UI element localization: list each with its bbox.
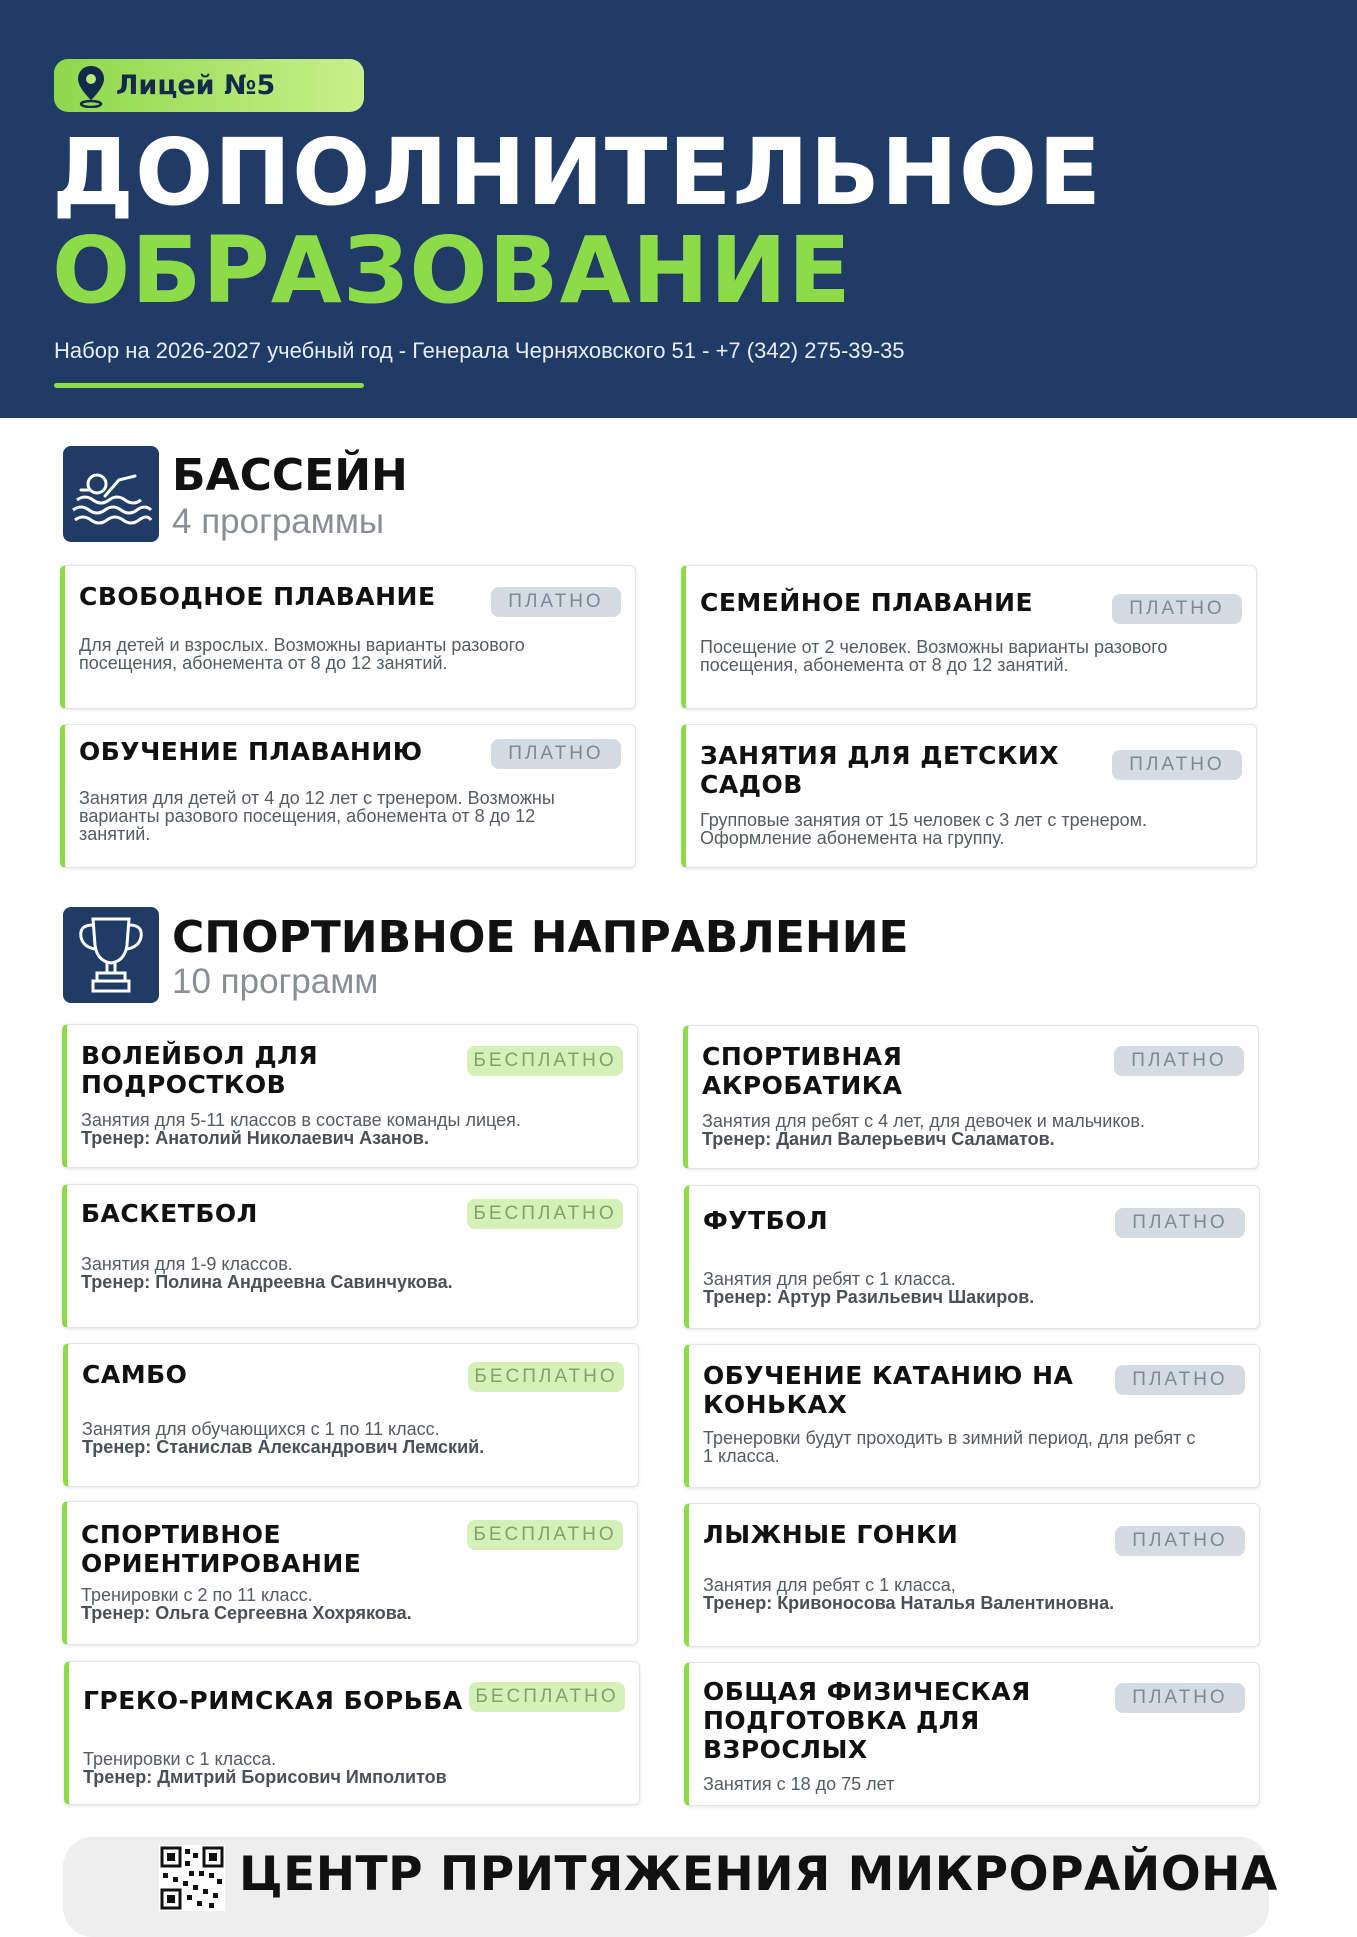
price-badge: ПЛАТНО (1115, 1683, 1245, 1713)
program-description: Занятия для 5-11 классов в составе команды лицея. Тренер: Анатолий Николаевич Азанов. (81, 1110, 521, 1148)
program-title: ЛЫЖНЫЕ ГОНКИ (703, 1520, 959, 1549)
school-name: Лицей №5 (116, 70, 276, 101)
program-card[interactable] (63, 1343, 639, 1487)
program-description: Занятия для ребят с 1 класса, Тренер: Кривоносова Наталья Валентиновна. (703, 1575, 1115, 1613)
program-description: Тренировки с 2 по 11 класс. Тренер: Ольга Сергеевна Хохрякова. (81, 1585, 412, 1623)
price-badge: БЕСПЛАТНО (467, 1046, 623, 1076)
page-title-line2: ОБРАЗОВАНИЕ (52, 217, 852, 324)
header-banner (0, 0, 1357, 418)
program-card[interactable] (684, 1503, 1260, 1647)
program-title: СПОРТИВНАЯ АКРОБАТИКА (702, 1042, 903, 1100)
section-title-pool: БАССЕЙН (172, 450, 408, 501)
program-card[interactable] (62, 1024, 638, 1168)
price-badge: БЕСПЛАТНО (467, 1520, 623, 1550)
price-badge: БЕСПЛАТНО (469, 1682, 625, 1712)
program-title: ОБЩАЯ ФИЗИЧЕСКАЯ ПОДГОТОВКА ДЛЯ ВЗРОСЛЫХ (703, 1677, 1031, 1764)
price-badge: БЕСПЛАТНО (467, 1199, 623, 1229)
header-underline (54, 383, 364, 388)
price-badge: ПЛАТНО (1115, 1208, 1245, 1238)
page-subtitle: Набор на 2026-2027 учебный год - Генерала Черняховского 51 - +7 (342) 275-39-35 (54, 338, 905, 363)
program-title: ФУТБОЛ (703, 1206, 829, 1235)
program-title: БАСКЕТБОЛ (81, 1199, 258, 1228)
program-title: СПОРТИВНОЕ ОРИЕНТИРОВАНИЕ (81, 1520, 362, 1578)
program-card[interactable] (683, 1025, 1259, 1169)
program-description: Занятия для детей от 4 до 12 лет с тренером. Возможны варианты разового посещения, абонемента от 8 до 12 занятий. (79, 788, 555, 844)
program-description: Для детей и взрослых. Возможны варианты разового посещения, абонемента от 8 до 12 занятий. (79, 635, 525, 673)
program-title: ЗАНЯТИЯ ДЛЯ ДЕТСКИХ САДОВ (700, 741, 1060, 799)
program-description: Занятия для ребят с 4 лет, для девочек и мальчиков. Тренер: Данил Валерьевич Саламатов. (702, 1111, 1145, 1149)
school-badge (54, 59, 364, 112)
program-card[interactable] (684, 1344, 1260, 1488)
price-badge: ПЛАТНО (491, 587, 621, 617)
program-card[interactable] (60, 565, 636, 709)
program-card[interactable] (64, 1661, 640, 1805)
program-card[interactable] (681, 724, 1257, 868)
program-title: ГРЕКО-РИМСКАЯ БОРЬБА (83, 1686, 463, 1715)
program-description: Занятия для ребят с 1 класса. Тренер: Артур Разильевич Шакиров. (703, 1269, 1035, 1307)
price-badge: ПЛАТНО (1115, 1526, 1245, 1556)
program-description: Занятия для обучающихся с 1 по 11 класс. Тренер: Станислав Александрович Лемский. (82, 1419, 485, 1457)
section-count-pool: 4 программы (172, 502, 385, 541)
program-title: ОБУЧЕНИЕ ПЛАВАНИЮ (79, 737, 423, 766)
swimmer-icon (63, 446, 159, 542)
footer-title: ЦЕНТР ПРИТЯЖЕНИЯ МИКРОРАЙОНА (239, 1847, 1278, 1902)
program-card[interactable] (681, 565, 1257, 709)
program-card[interactable] (60, 724, 636, 868)
section-title-sports: СПОРТИВНОЕ НАПРАВЛЕНИЕ (172, 912, 909, 963)
price-badge: БЕСПЛАТНО (468, 1362, 624, 1392)
trophy-icon (63, 907, 159, 1003)
price-badge: ПЛАТНО (491, 739, 621, 769)
program-title: ВОЛЕЙБОЛ ДЛЯ ПОДРОСТКОВ (81, 1041, 319, 1099)
price-badge: ПЛАТНО (1112, 594, 1242, 624)
footer-banner (63, 1837, 1278, 1937)
section-count-sports: 10 программ (172, 962, 379, 1001)
program-description: Групповые занятия от 15 человек с 3 лет с тренером. Оформление абонемента на группу. (700, 810, 1147, 848)
program-description: Тренеровки будут проходить в зимний период, для ребят с 1 класса. (703, 1428, 1196, 1466)
program-card[interactable] (62, 1184, 638, 1328)
price-badge: ПЛАТНО (1112, 750, 1242, 780)
page-title-line1: ДОПОЛНИТЕЛЬНОЕ (52, 119, 1102, 226)
program-card[interactable] (62, 1501, 638, 1645)
price-badge: ПЛАТНО (1115, 1365, 1245, 1395)
location-pin-icon (76, 64, 106, 108)
program-description: Занятия для 1-9 классов. Тренер: Полина Андреевна Савинчукова. (81, 1254, 453, 1292)
program-title: САМБО (82, 1360, 188, 1389)
program-description: Посещение от 2 человек. Возможны варианты разового посещения, абонемента от 8 до 12 занятий. (700, 637, 1168, 675)
program-title: ОБУЧЕНИЕ КАТАНИЮ НА КОНЬКАХ (703, 1361, 1074, 1419)
program-description: Занятия с 18 до 75 лет (703, 1774, 895, 1794)
program-card[interactable] (684, 1185, 1260, 1329)
program-title: СЕМЕЙНОЕ ПЛАВАНИЕ (700, 588, 1034, 617)
qr-code-icon[interactable] (159, 1845, 225, 1911)
price-badge: ПЛАТНО (1114, 1046, 1244, 1076)
program-title: СВОБОДНОЕ ПЛАВАНИЕ (79, 582, 436, 611)
program-card[interactable] (684, 1662, 1260, 1806)
program-description: Тренировки с 1 класса. Тренер: Дмитрий Борисович Имполитов (83, 1749, 447, 1787)
